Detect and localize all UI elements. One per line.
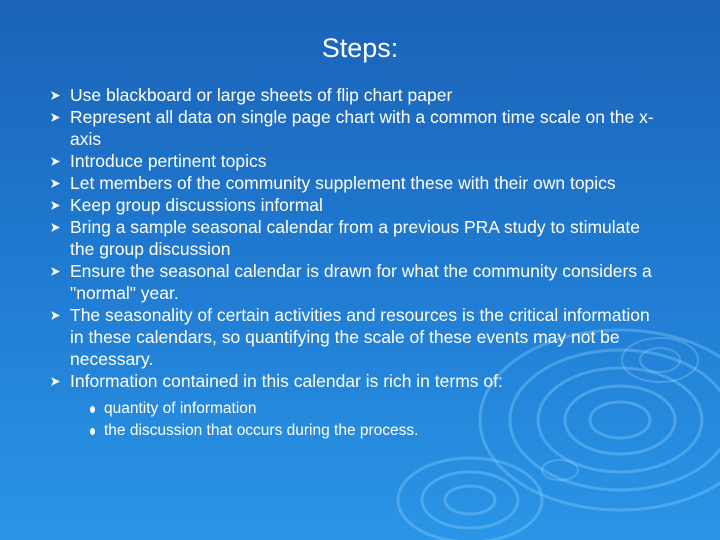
list-item — [56, 106, 666, 150]
bullet-text: Use blackboard or large sheets of flip chart paper — [70, 85, 453, 105]
bullet-text: Let members of the community supplement these with their own topics — [70, 173, 616, 193]
arrowhead-bullet-icon — [50, 222, 61, 233]
arrowhead-bullet-icon — [50, 90, 61, 101]
list-item — [56, 260, 666, 304]
sub-bullet-list — [90, 398, 666, 442]
bullet-text: Keep group discussions informal — [70, 195, 323, 215]
sub-list-item — [90, 398, 666, 420]
list-item — [56, 216, 666, 260]
list-item — [56, 304, 666, 370]
arrowhead-bullet-icon — [50, 266, 61, 277]
arrowhead-bullet-icon — [50, 156, 61, 167]
list-item — [56, 84, 666, 106]
arrowhead-bullet-icon — [50, 200, 61, 211]
bullet-text: Represent all data on single page chart with a common time scale on the x-axis — [70, 107, 654, 149]
dot-bullet-icon — [90, 406, 95, 413]
list-item — [56, 194, 666, 216]
list-item — [56, 370, 666, 442]
slide-title: Steps: — [321, 33, 399, 63]
arrowhead-bullet-icon — [50, 178, 61, 189]
list-item — [56, 150, 666, 172]
bullet-text: Ensure the seasonal calendar is drawn for what the community considers a "normal" year. — [70, 261, 652, 303]
arrowhead-bullet-icon — [50, 112, 61, 123]
arrowhead-bullet-icon — [50, 376, 61, 387]
bullet-text: Introduce pertinent topics — [70, 151, 267, 171]
bullet-text: Bring a sample seasonal calendar from a previous PRA study to stimulate the group discussion — [70, 217, 641, 259]
sub-bullet-text: the discussion that occurs during the process. — [104, 422, 419, 439]
list-item — [56, 172, 666, 194]
bullet-text: The seasonality of certain activities and resources is the critical information in these calendars, so quantifying the scale of these events may not be necessary. — [70, 305, 650, 369]
bullet-list — [56, 84, 666, 442]
bullet-text: Information contained in this calendar is rich in terms of: — [70, 371, 503, 391]
sub-list-item — [90, 420, 666, 442]
arrowhead-bullet-icon — [50, 310, 61, 321]
dot-bullet-icon — [90, 428, 95, 435]
sub-bullet-text: quantity of information — [104, 400, 257, 417]
